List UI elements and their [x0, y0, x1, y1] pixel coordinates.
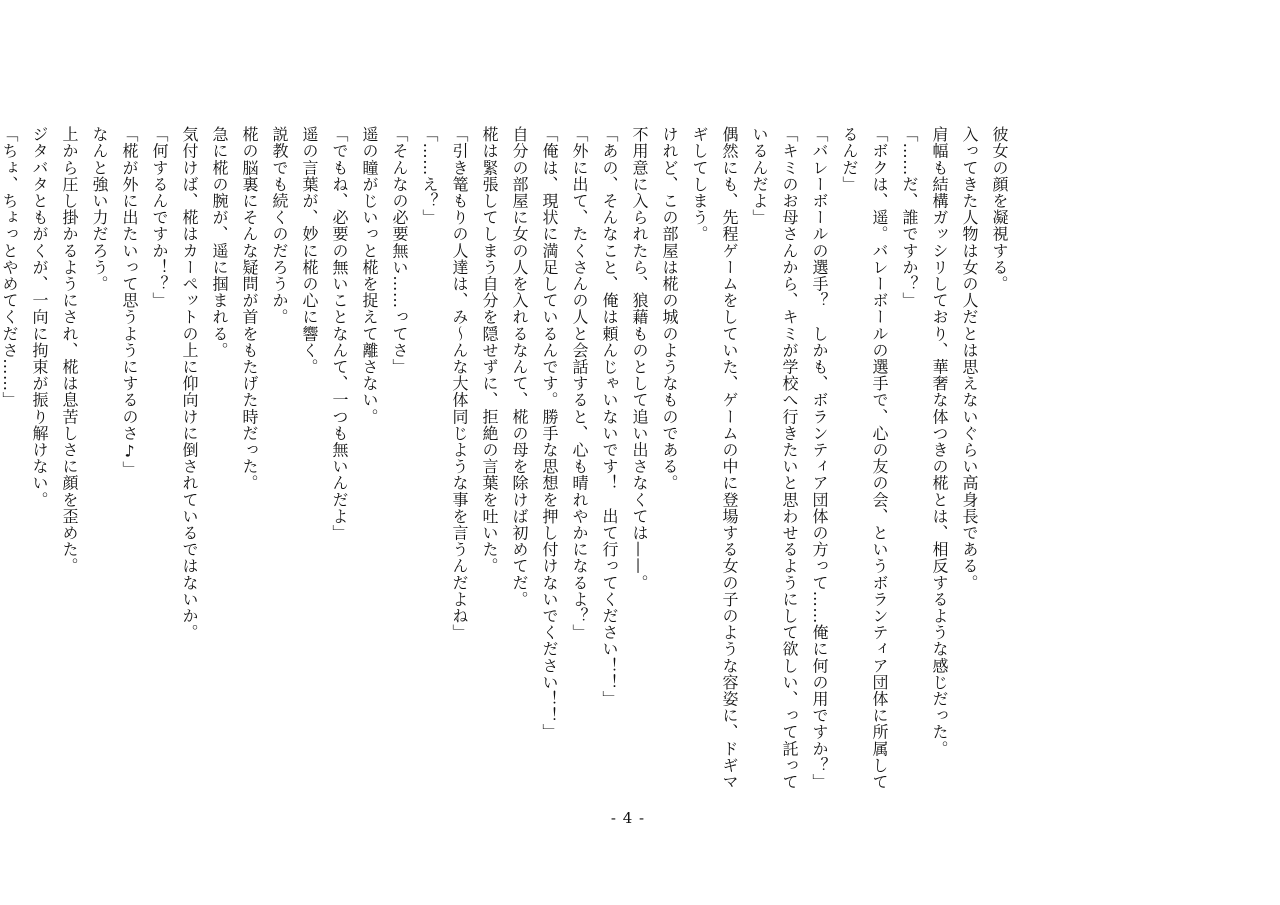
text-line: 「……だ、誰ですか？」: [900, 126, 919, 309]
text-line: 彼女の顔を凝視する。: [990, 126, 1009, 292]
text-line: 遥の言葉が、妙に椛の心に響く。: [300, 126, 319, 375]
text-line: るんだ」: [840, 126, 859, 193]
text-line: 「椛が外に出たいって思うようにするのさ♪」: [120, 126, 139, 478]
vertical-text-body: [0, 126, 1014, 790]
text-line: けれど、この部屋は椛の城のようなものである。: [660, 126, 679, 492]
text-line: 椛は緊張してしまう自分を隠せずに、拒絶の言葉を吐いた。: [480, 126, 499, 575]
text-line: 椛の脳裏にそんな疑問が首をもたげた時だった。: [240, 126, 259, 492]
text-line: 自分の部屋に女の人を入れるなんて、椛の母を除けば初めてだ。: [510, 126, 529, 608]
text-line: 上から圧し掛かるようにされ、椛は息苦しさに顔を歪めた。: [60, 126, 79, 575]
text-line: 急に椛の腕が、遥に掴まれる。: [210, 126, 229, 359]
text-line: 説教でも続くのだろうか。: [270, 126, 289, 326]
text-line: 「何するんですか！？」: [150, 126, 169, 309]
text-line: ギしてしまう。: [690, 126, 709, 243]
text-line: いるんだよ」: [750, 126, 769, 226]
text-line: 「ちょ、ちょっとやめてくださ……」: [0, 126, 19, 409]
text-line: 「そんなの必要無い……ってさ」: [390, 126, 409, 375]
text-line: 肩幅も結構ガッシリしており、華奢な体つきの椛とは、相反するような感じだった。: [930, 126, 949, 757]
text-line: 不用意に入られたら、狼藉ものとして追い出さなくては——。: [630, 126, 649, 591]
text-line: 偶然にも、先程ゲームをしていた、ゲームの中に登場する女の子のような容姿に、ドギマ: [720, 126, 739, 790]
page-number: - 4 -: [610, 809, 646, 827]
text-line: なんと強い力だろう。: [90, 126, 109, 292]
text-line: 「あの、そんなこと、俺は頼んじゃいないです！ 出て行ってください！！」: [600, 126, 619, 707]
text-line: 「でもね、必要の無いことなんて、一つも無いんだよ」: [330, 126, 349, 541]
text-line: 気付けば、椛はカーペットの上に仰向けに倒されているではないか。: [180, 126, 199, 641]
text-line: 遥の瞳がじいっと椛を捉えて離さない。: [360, 126, 379, 425]
text-line: 「引き篭もりの人達は、み～んな大体同じような事を言うんだよね」: [450, 126, 469, 641]
text-line: 入ってきた人物は女の人だとは思えないぐらい高身長である。: [960, 126, 979, 591]
text-line: 「バレーボールの選手？ しかも、ボランティア団体の方って……俺に何の用ですか？」: [810, 126, 829, 790]
text-line: 「……え？」: [420, 126, 439, 226]
text-line: 「俺は、現状に満足しているんです。勝手な思想を押し付けないでください！！」: [540, 126, 559, 741]
text-line: ジタバタともがくが、一向に拘束が振り解けない。: [30, 126, 49, 508]
text-line: 「ボクは、遥。バレーボールの選手で、心の友の会、というボランティア団体に所属して: [870, 126, 889, 790]
text-line: 「外に出て、たくさんの人と会話すると、心も晴れやかになるよ？」: [570, 126, 589, 641]
text-line: 「キミのお母さんから、キミが学校へ行きたいと思わせるようにして欲しい、って託って: [780, 126, 799, 790]
